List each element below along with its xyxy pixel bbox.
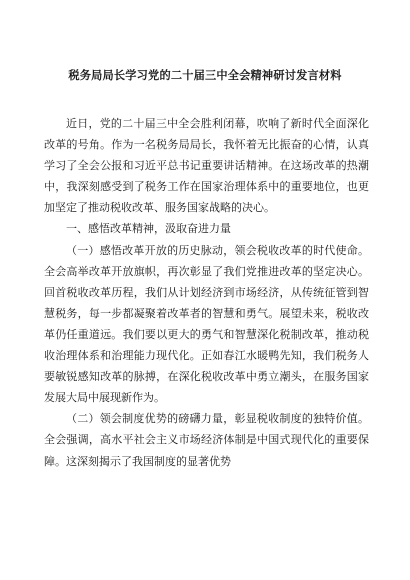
subsection-paragraph-1: （一）感悟改革开放的历史脉动，领会税收改革的时代使命。全会高举改革开放旗帜，再次彰显了我们党推进改革的坚定决心。回首税收改革历程，我们从计划经济到市场经济，从传统征管到智慧税务，每一步都凝聚着改革者的智慧和勇气。展望未来，税收改革仍任重道远。我们要以更大的勇气和智慧深化税制改革，推动税收治理体系和治理能力现代化。正如春江水暖鸭先知，我们税务人要敏锐感知改革的脉搏，在深化税收改革中勇立潮头，在服务国家发展大局中展现新作为。 <box>44 243 369 405</box>
intro-paragraph: 近日，党的二十届三中全会胜利闭幕，吹响了新时代全面深化改革的号角。作为一名税务局局长，我怀着无比振奋的心情，认真学习了全会公报和习近平总书记重要讲话精神。在这场改革的热潮中，我深刻感受到了税务工作在国家治理体系中的重要地位，也更加坚定了推动税收改革、服务国家战略的决心。 <box>44 117 369 215</box>
section-heading: 一、感悟改革精神，汲取奋进力量 <box>66 222 231 236</box>
document-title: 税务局局长学习党的二十届三中全会精神研讨发言材料 <box>68 69 342 82</box>
subsection-paragraph-2: （二）领会制度优势的磅礴力量，彰显税收制度的独特价值。全会强调，高水平社会主义市场经济体制是中国式现代化的重要保障。这深刻揭示了我国制度的显著优势 <box>44 412 369 468</box>
document-body <box>44 113 369 472</box>
